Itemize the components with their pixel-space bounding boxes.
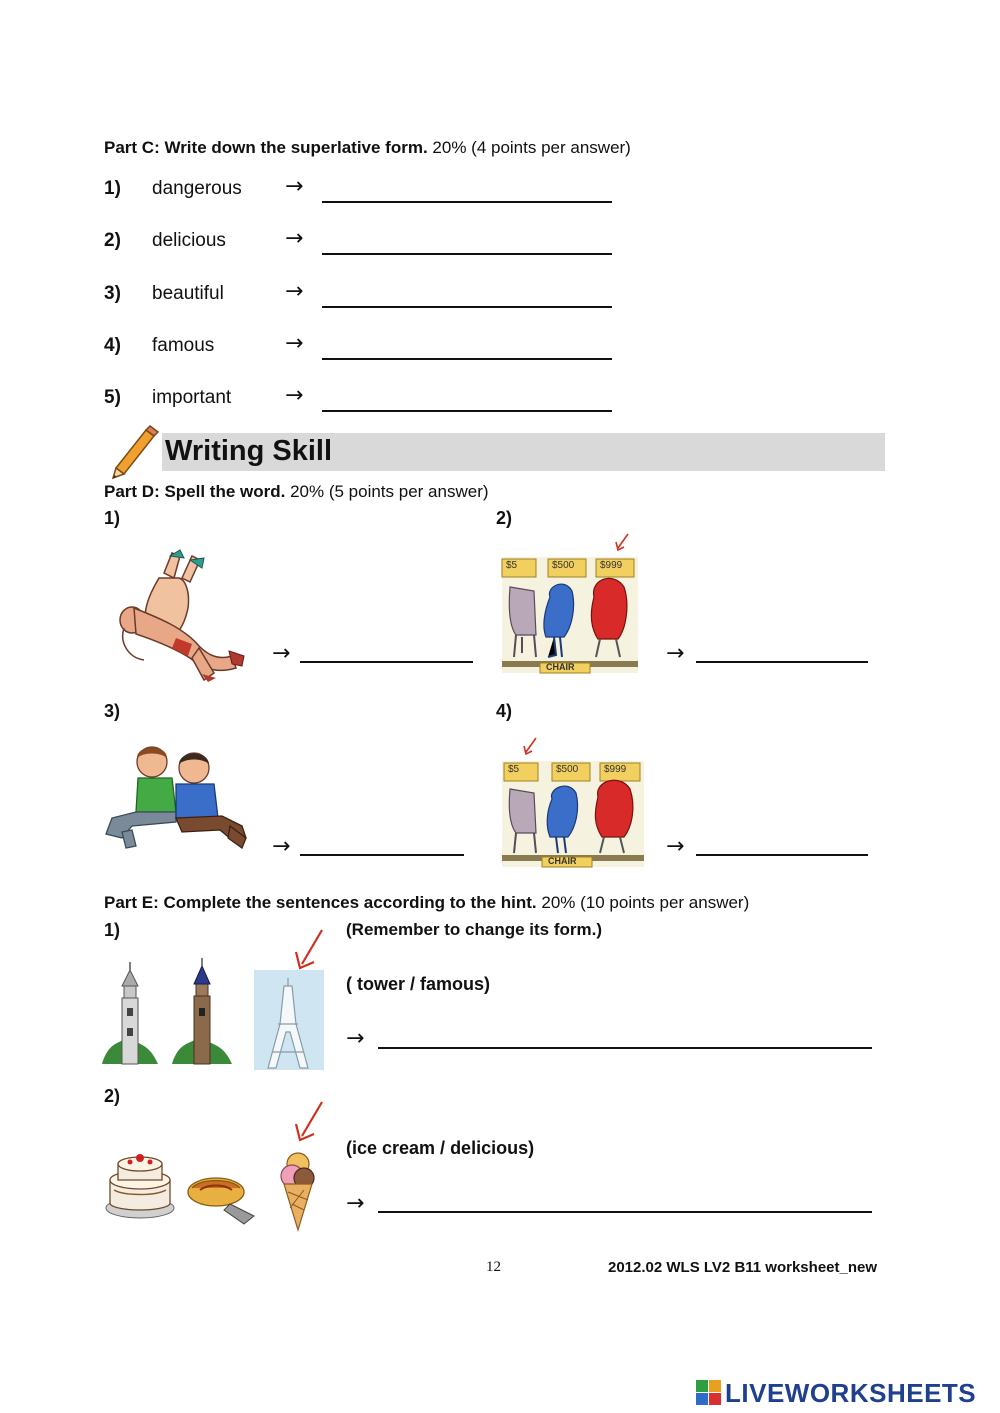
part-e-note: (Remember to change its form.) [346,920,602,939]
part-e-hint: ( tower / famous) [346,974,491,994]
answer-line[interactable] [322,253,612,255]
part-d-heading-rest: 20% (5 points per answer) [285,482,489,501]
part-c-heading-bold: Part C: Write down the superlative form. [104,138,428,157]
part-d-number: 1) [104,508,121,528]
price-tag: $999 [604,764,627,775]
item-word: famous [152,335,215,356]
boys-sitting-image [102,742,250,852]
brand-name: LIVEWORKSHEETS [725,1378,977,1408]
price-tag: $5 [506,560,518,571]
part-e-number: 2) [104,1086,121,1106]
part-d-heading [104,482,489,502]
arrow-icon: → [285,226,304,251]
answer-line[interactable] [322,201,612,203]
page-number: 12 [486,1259,501,1275]
part-e-heading-bold: Part E: Complete the sentences according to the hint. [104,893,537,912]
part-e-number: 1) [104,920,121,940]
wrestlers-image [104,548,249,683]
arrow-icon: → [346,1191,365,1216]
chair-sign: CHAIR [546,662,575,672]
part-e-heading [104,893,749,913]
answer-line[interactable] [300,854,464,856]
document-name: 2012.02 WLS LV2 B11 worksheet_new [608,1259,878,1276]
item-number: 4) [104,335,121,356]
item-number: 3) [104,283,121,304]
part-d-number: 3) [104,701,121,721]
part-e-heading-rest: 20% (10 points per answer) [536,893,750,912]
item-number: 2) [104,230,121,251]
chairs-drawing [502,557,638,673]
arrow-icon: → [285,331,304,356]
answer-line[interactable] [696,854,868,856]
price-tag: $500 [552,560,575,571]
arrow-icon: → [666,834,685,859]
liveworksheets-logo-icon [696,1380,722,1406]
desserts-image [104,1100,330,1234]
part-c-item [0,277,1000,317]
answer-line[interactable] [322,358,612,360]
chairs-price-image [502,533,638,673]
part-d-number: 4) [496,701,513,721]
chair-sign: CHAIR [548,856,577,866]
part-d-heading-bold: Part D: Spell the word. [104,482,286,501]
arrow-icon: → [285,383,304,408]
part-c-heading-rest: 20% (4 points per answer) [427,138,631,157]
item-word: beautiful [152,283,224,304]
part-c-item [0,224,1000,264]
item-word: delicious [152,230,226,251]
arrow-icon: → [285,174,304,199]
part-c-item [0,381,1000,421]
answer-line[interactable] [300,661,473,663]
price-tag: $999 [600,560,623,571]
item-number: 5) [104,387,121,408]
part-c-heading [104,138,631,158]
price-arrow-icon [614,533,630,553]
price-arrow-icon [522,737,538,757]
arrow-icon: → [272,641,291,666]
chairs-price-image [502,737,644,867]
part-c-item [0,172,1000,212]
pencil-icon [106,424,162,480]
part-d-number: 2) [496,508,513,528]
arrow-icon: → [666,641,685,666]
answer-line[interactable] [322,306,612,308]
arrow-icon: → [346,1026,365,1051]
price-tag: $5 [508,764,520,775]
section-title: Writing Skill [165,435,333,467]
answer-line[interactable] [696,661,868,663]
item-word: dangerous [152,178,242,199]
arrow-icon: → [285,279,304,304]
chairs-drawing [502,761,644,867]
answer-line[interactable] [378,1047,872,1049]
item-word: important [152,387,232,408]
part-e-hint: (ice cream / delicious) [346,1138,535,1158]
answer-line[interactable] [378,1211,872,1213]
part-c-item [0,329,1000,369]
answer-line[interactable] [322,410,612,412]
item-number: 1) [104,178,121,199]
towers-image [102,928,328,1070]
arrow-icon: → [272,834,291,859]
price-tag: $500 [556,764,579,775]
